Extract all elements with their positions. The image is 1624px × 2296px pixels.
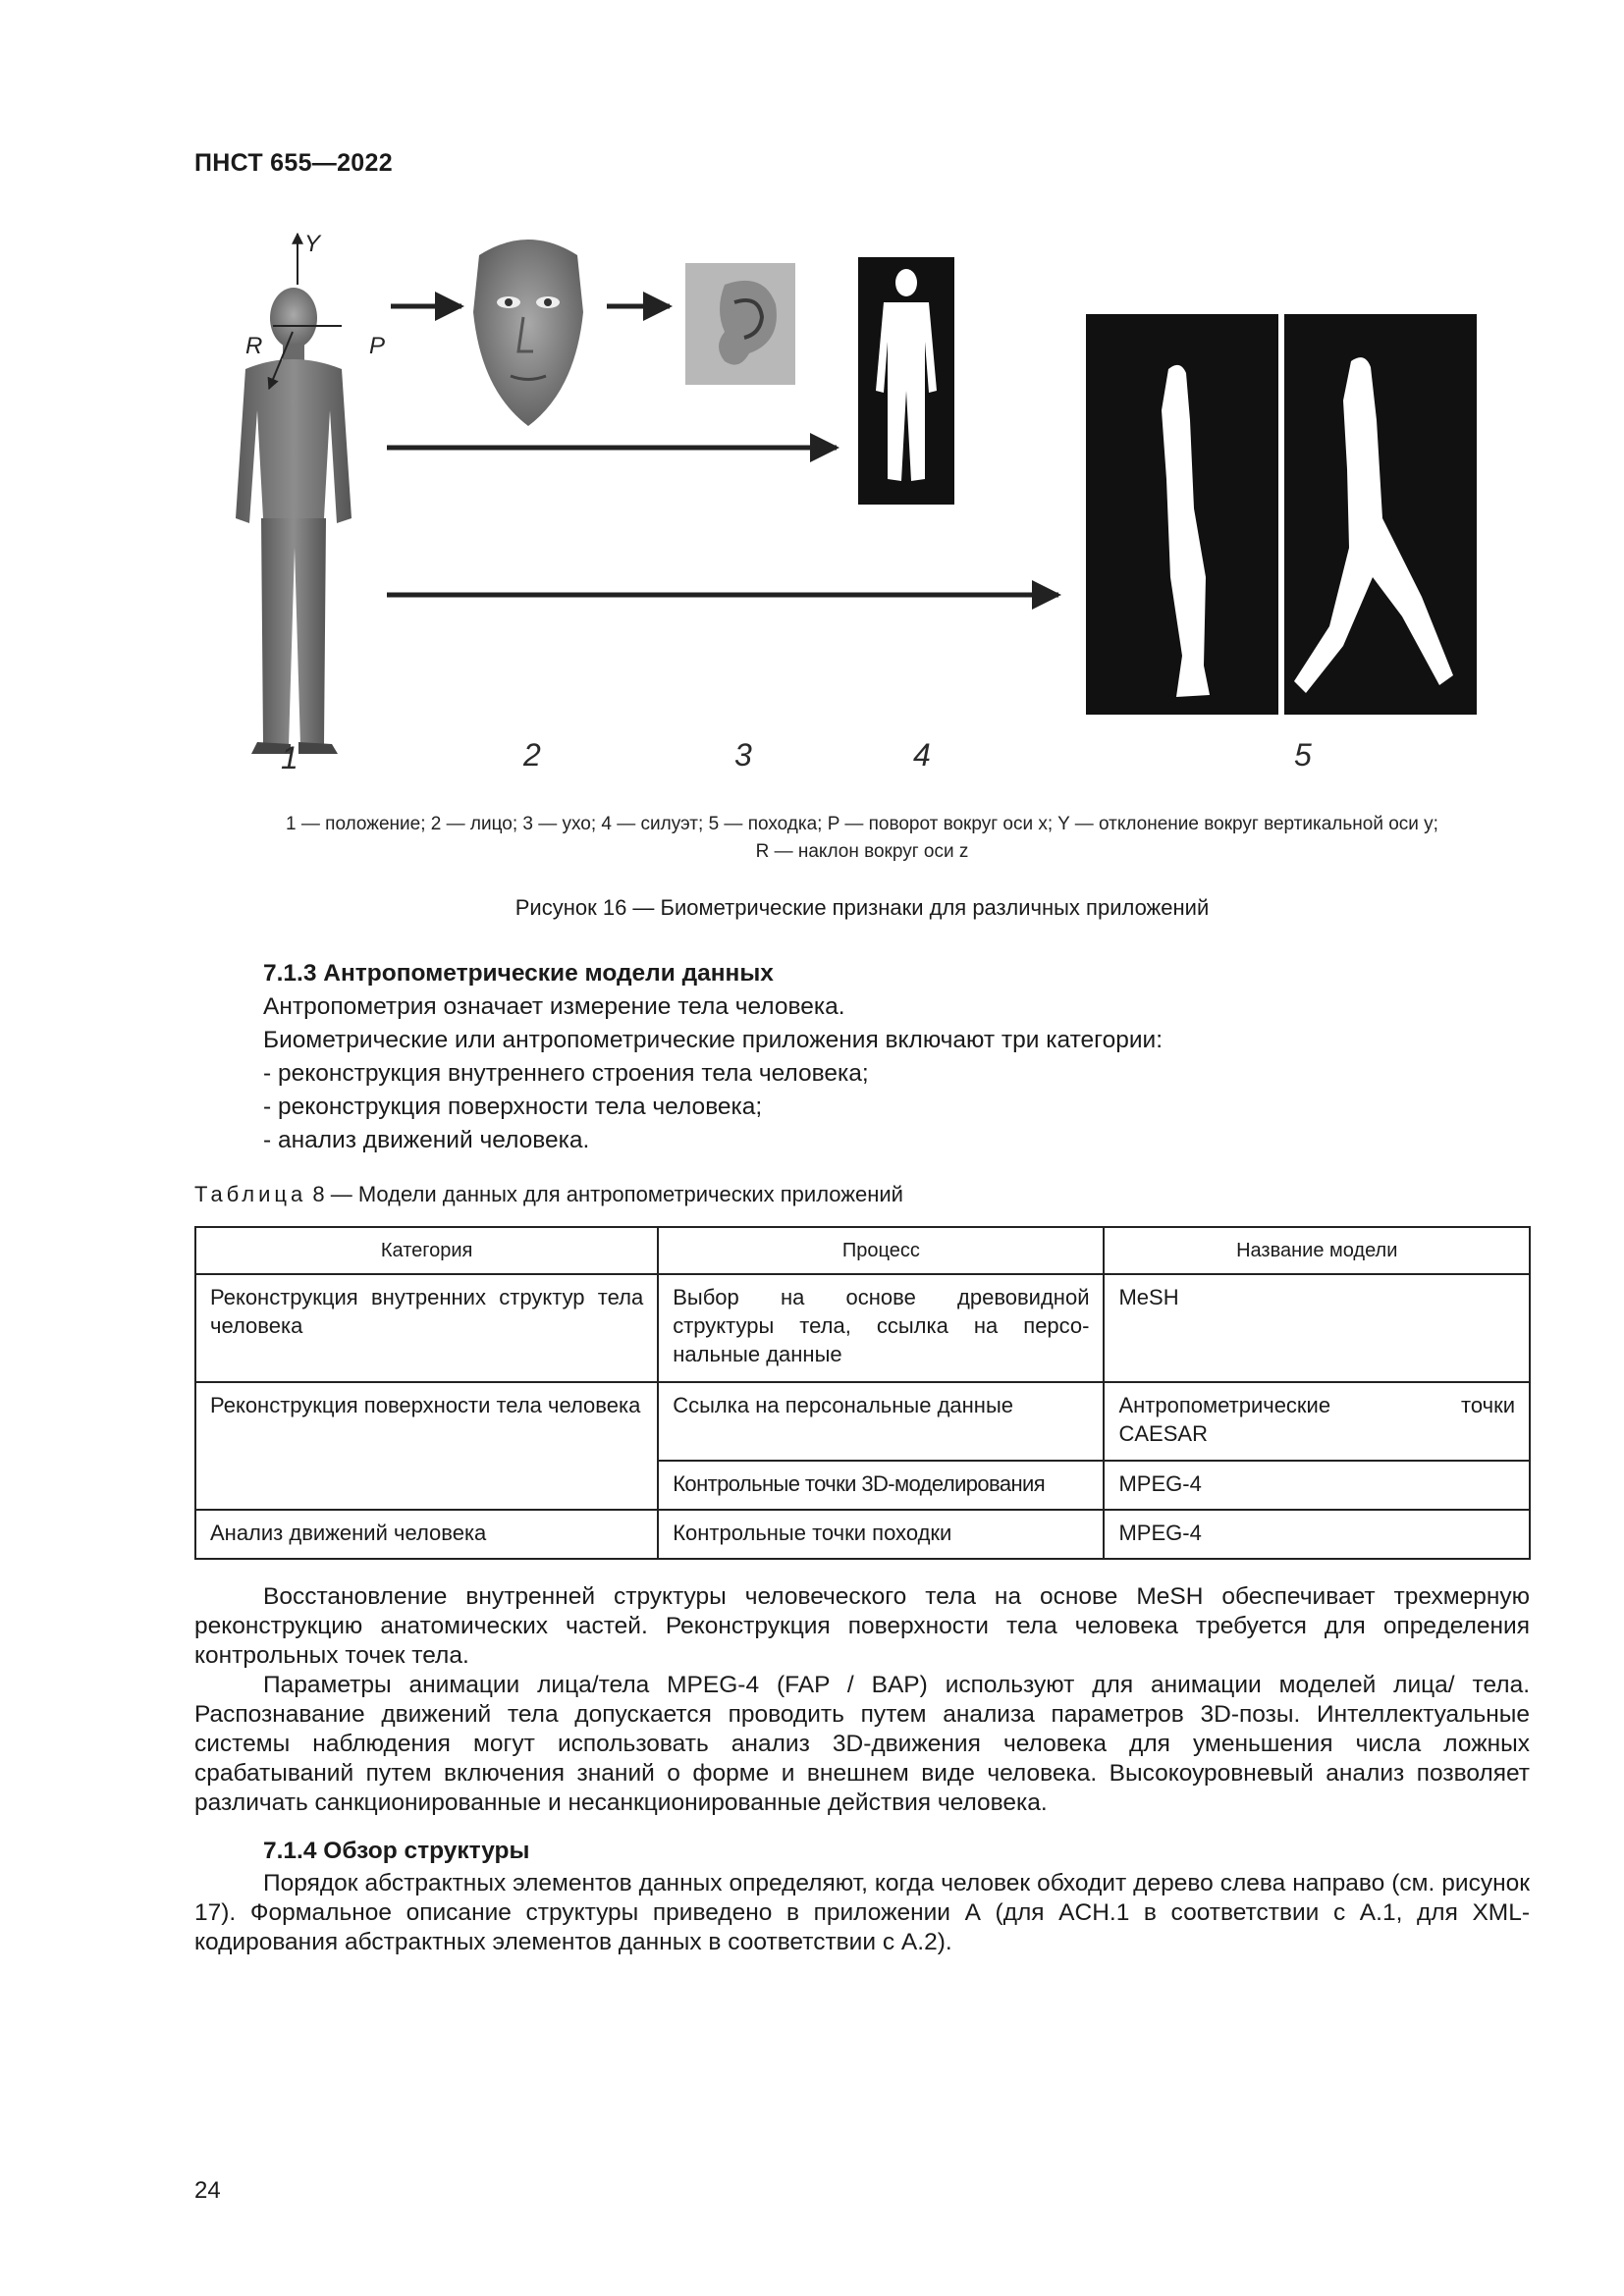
person-figure (236, 231, 385, 754)
header-process: Процесс (658, 1227, 1104, 1274)
figure-label-1: 1 (281, 740, 298, 775)
gait-image (1086, 314, 1477, 715)
list-item: - реконструкция поверхности тела человека; (263, 1094, 763, 1120)
legend-line-2: R — наклон вокруг оси z (755, 841, 969, 862)
figure-label-4: 4 (913, 737, 931, 773)
list-item: - анализ движений человека. (263, 1127, 590, 1153)
silhouette-image (858, 257, 954, 505)
cell-model-line-1: Антропометрические точки (1118, 1393, 1515, 1417)
cell-category: Анализ движений человека (195, 1510, 658, 1559)
cell-process: Ссылка на персональные данные (658, 1382, 1104, 1461)
cell-process: Контрольные точки походки (658, 1510, 1104, 1559)
table-title-rest: 8 — Модели данных для антропометрических приложений (306, 1182, 903, 1206)
axis-label-r: R (245, 333, 263, 359)
header-model-name: Название модели (1104, 1227, 1530, 1274)
cell-process: Выбор на основе древовидной структуры тела, ссылка на персональные данные (658, 1274, 1104, 1382)
figure-label-5: 5 (1294, 737, 1312, 773)
paragraph: Восстановление внутренней структуры человеческого тела на основе MeSH обеспечивает трехмерную реконструкцию анатомических частей. Реконструкция поверхности тела человека требуется для определения контрольных точек тела. (194, 1583, 1530, 1669)
page-number: 24 (194, 2177, 221, 2204)
axis-label-y: Y (304, 231, 321, 257)
section-title-713: 7.1.3 Антропометрические модели данных (263, 960, 774, 987)
cell-category: Реконструкция внутренних структур тела человека (195, 1274, 658, 1382)
axis-label-p: P (369, 333, 386, 359)
section-713-line-1: Антропометрия означает измерение тела человека. (263, 993, 845, 1020)
table-title-word: Таблица (194, 1182, 307, 1206)
figure-label-3: 3 (734, 737, 752, 773)
table-row (195, 1510, 1530, 1559)
figure-label-2: 2 (523, 737, 541, 773)
document-header: ПНСТ 655—2022 (194, 149, 393, 177)
paragraph: Параметры анимации лица/тела MPEG-4 (FAP / BAP) используют для анимации моделей лица/ тела. Распознавание движений тела допускается проводить путем анализа параметров 3D-позы. Интеллектуальные системы наблюдения могут использовать анализ 3D-движения человека для уменьшения числа ложных срабатываний путем включения знаний о форме и внешнем виде человека. Высокоуровневый анализ позволяет различать санкционированные и несанкционированные действия человека. (194, 1672, 1530, 1816)
section-714-body (194, 1869, 1530, 1957)
data-models-table (194, 1226, 1531, 1560)
cell-model: MPEG-4 (1104, 1510, 1530, 1559)
legend-line-1: 1 — положение; 2 — лицо; 3 — ухо; 4 — силуэт; 5 — походка; P — поворот вокруг оси x; Y — отклонение вокруг вертикальной оси y; (286, 814, 1438, 834)
cell-category: Реконструкция поверхности тела человека (195, 1382, 658, 1510)
figure-legend (194, 811, 1530, 866)
paragraph: Порядок абстрактных элементов данных определяют, когда человек обходит дерево слева направо (см. рисунок 17). Формальное описание структуры приведено в приложении А (для ACH.1 в соответствии с А.1, для XML-кодирования абстрактных элементов данных в соответствии с А.2). (194, 1870, 1530, 1955)
list-item: - реконструкция внутреннего строения тела человека; (263, 1060, 869, 1087)
figure-caption: Рисунок 16 — Биометрические признаки для различных приложений (514, 895, 1210, 920)
body-paragraphs (194, 1582, 1530, 1818)
header-category: Категория (195, 1227, 658, 1274)
ear-image (685, 263, 795, 385)
section-713-line-2: Биометрические или антропометрические приложения включают три категории: (263, 1027, 1163, 1053)
face-image (473, 240, 583, 426)
table-row (195, 1274, 1530, 1382)
table-header-row (195, 1227, 1530, 1274)
cell-model-line-2: CAESAR (1118, 1421, 1208, 1446)
cell-process: Контрольные точки 3D-моделирования (658, 1461, 1104, 1510)
table-title (194, 1182, 903, 1207)
section-title-714: 7.1.4 Обзор структуры (263, 1838, 530, 1864)
biometric-figure (194, 224, 1530, 783)
cell-model (1104, 1382, 1530, 1461)
cell-model: MPEG-4 (1104, 1461, 1530, 1510)
table-row (195, 1382, 1530, 1461)
cell-model: MeSH (1104, 1274, 1530, 1382)
